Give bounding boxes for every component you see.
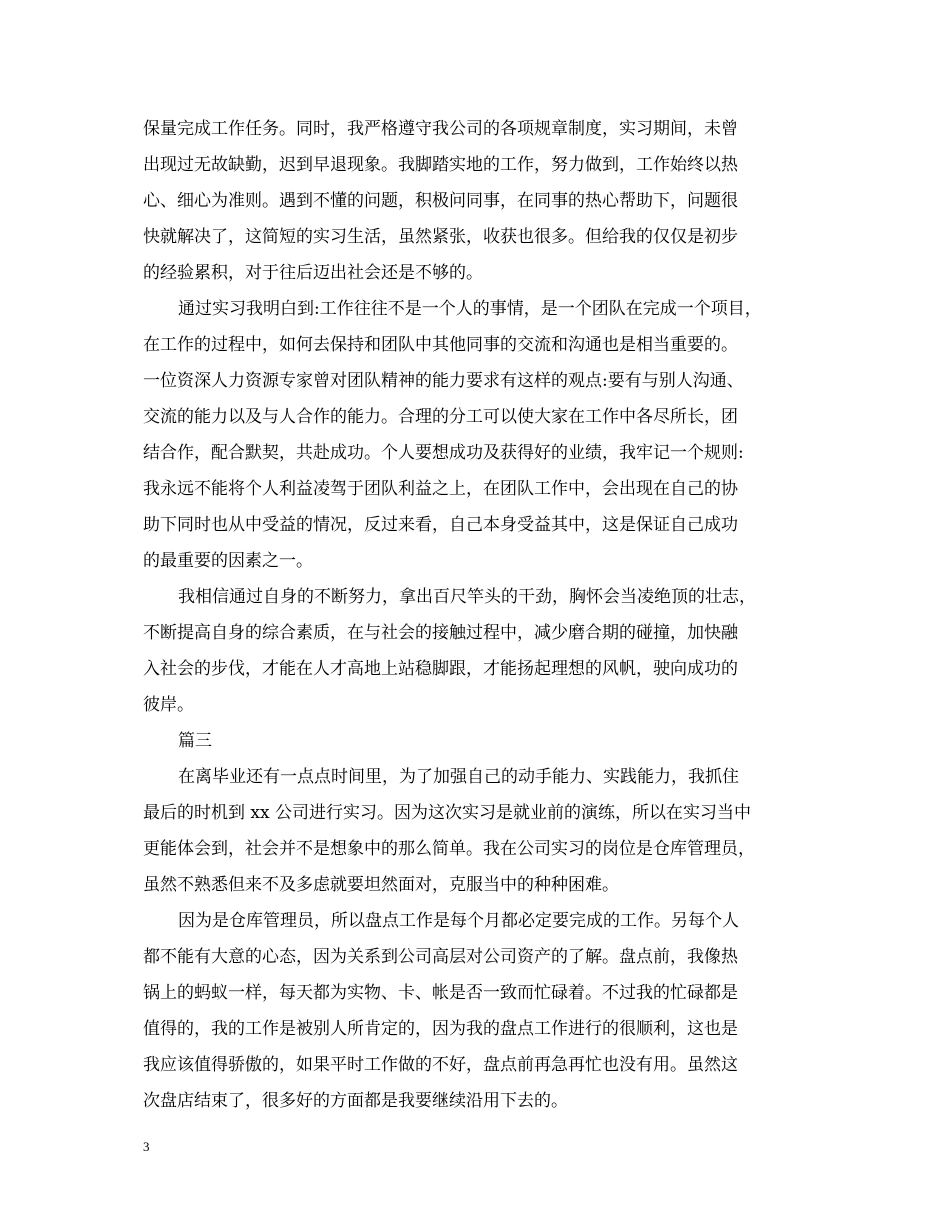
text-line: 快就解决了，这简短的实习生活，虽然紧张，收获也很多。但给我的仅仅是初步 xyxy=(143,227,738,247)
text-line: 我相信通过自身的不断努力，拿出百尺竿头的干劲，胸怀会当凌绝顶的壮志， xyxy=(178,587,756,607)
text-line: 助下同时也从中受益的情况，反过来看，自己本身受益其中，这是保证自己成功 xyxy=(143,515,738,535)
text-line: 在离毕业还有一点点时间里，为了加强自己的动手能力、实践能力，我抓住 xyxy=(178,767,739,787)
text-line: 更能体会到，社会并不是想象中的那么简单。我在公司实习的岗位是仓库管理员， xyxy=(143,839,755,859)
text-line: 锅上的蚂蚁一样，每天都为实物、卡、帐是否一致而忙碌着。不过我的忙碌都是 xyxy=(143,983,738,1003)
text-line: 我应该值得骄傲的，如果平时工作做的不好，盘点前再急再忙也没有用。虽然这 xyxy=(143,1055,738,1075)
text-line: 都不能有大意的心态，因为关系到公司高层对公司资产的了解。盘点前，我像热 xyxy=(143,947,738,967)
text-line: 次盘店结束了，很多好的方面都是我要继续沿用下去的。 xyxy=(143,1091,568,1111)
text-line: 交流的能力以及与人合作的能力。合理的分工可以使大家在工作中各尽所长，团 xyxy=(143,407,738,427)
text-line: 虽然不熟悉但来不及多虑就要坦然面对，克服当中的种种困难。 xyxy=(143,875,619,895)
text-line: 的经验累积，对于往后迈出社会还是不够的。 xyxy=(143,263,483,283)
section-heading: 篇三 xyxy=(178,731,212,751)
text-line: 一位资深人力资源专家曾对团队精神的能力要求有这样的观点:要有与别人沟通、 xyxy=(143,371,744,391)
text-line: 值得的，我的工作是被别人所肯定的，因为我的盘点工作进行的很顺利，这也是 xyxy=(143,1019,738,1039)
text-line: 不断提高自身的综合素质，在与社会的接触过程中，减少磨合期的碰撞，加快融 xyxy=(143,623,738,643)
text-line: 最后的时机到 xx 公司进行实习。因为这次实习是就业前的演练，所以在实习当中 xyxy=(143,803,751,823)
text-line: 的最重要的因素之一。 xyxy=(143,551,313,571)
text-line: 我永远不能将个人利益凌驾于团队利益之上，在团队工作中，会出现在自己的协 xyxy=(143,479,738,499)
text-line: 彼岸。 xyxy=(143,695,194,715)
text-line: 出现过无故缺勤，迟到早退现象。我脚踏实地的工作，努力做到，工作始终以热 xyxy=(143,155,738,175)
text-line: 在工作的过程中，如何去保持和团队中其他同事的交流和沟通也是相当重要的。 xyxy=(143,335,738,355)
text-line: 结合作，配合默契，共赴成功。个人要想成功及获得好的业绩，我牢记一个规则: xyxy=(143,443,744,463)
text-line: 保量完成工作任务。同时，我严格遵守我公司的各项规章制度，实习期间，未曾 xyxy=(143,119,738,139)
text-line: 入社会的步伐，才能在人才高地上站稳脚跟，才能扬起理想的风帆，驶向成功的 xyxy=(143,659,738,679)
text-line: 因为是仓库管理员，所以盘点工作是每个月都必定要完成的工作。另每个人 xyxy=(178,911,739,931)
text-line: 心、细心为准则。遇到不懂的问题，积极问同事，在同事的热心帮助下，问题很 xyxy=(143,191,738,211)
text-line: 通过实习我明白到:工作往往不是一个人的事情，是一个团队在完成一个项目， xyxy=(178,299,762,319)
page-number: 3 xyxy=(143,1139,150,1154)
